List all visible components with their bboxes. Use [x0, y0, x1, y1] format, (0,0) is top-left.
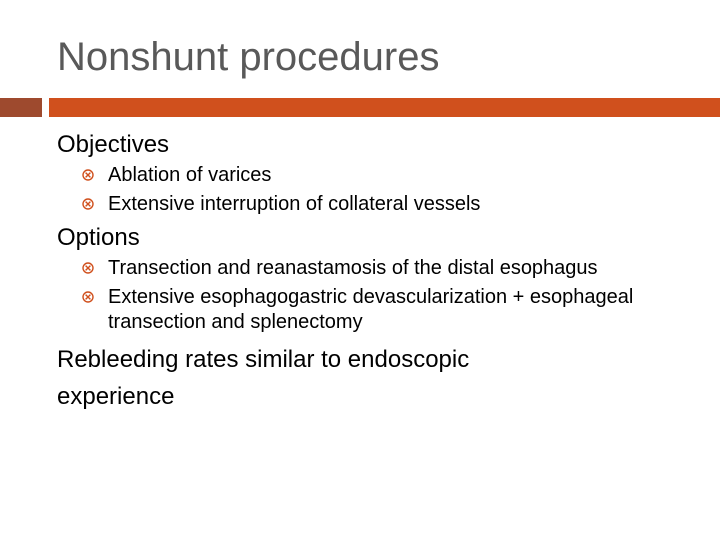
list-item-text: Extensive esophagogastric devascularization + esophageal transection and splenectomy: [108, 286, 634, 333]
circled-cross-icon: [82, 169, 94, 181]
options-list: [57, 256, 697, 335]
slide-title: Nonshunt procedures: [57, 35, 440, 79]
list-item: [57, 285, 668, 335]
section-heading-options: Options: [57, 224, 140, 251]
list-item-text: Extensive interruption of collateral vessels: [108, 193, 481, 215]
section-heading-objectives: Objectives: [57, 131, 170, 158]
title-rule-left: [0, 98, 42, 117]
title-rule-right: [49, 98, 720, 117]
list-item: [57, 192, 697, 217]
slide-body: [57, 128, 697, 415]
circled-cross-icon: [82, 262, 94, 274]
objectives-list: [57, 163, 697, 217]
list-item-text: Ablation of varices: [108, 164, 272, 186]
list-item: [57, 163, 697, 188]
list-item: [57, 256, 648, 281]
closing-point: Rebleeding rates similar to endoscopic experience: [57, 346, 470, 410]
circled-cross-icon: [82, 198, 94, 210]
list-item-text: Transection and reanastamosis of the distal esophagus: [108, 257, 598, 279]
circled-cross-icon: [82, 291, 94, 303]
